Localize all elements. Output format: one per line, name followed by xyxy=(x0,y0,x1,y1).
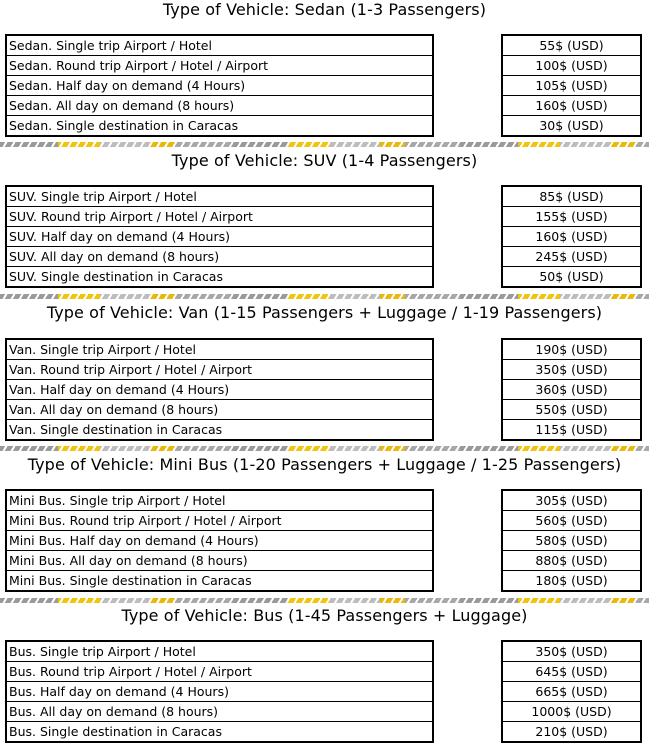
price-cell: 85$ (USD) xyxy=(539,189,604,204)
service-table-sedan xyxy=(5,34,434,137)
price-table-bus xyxy=(501,640,642,743)
service-row: Van. Single destination in Caracas xyxy=(7,419,432,439)
service-table-van xyxy=(5,338,434,441)
section-divider xyxy=(0,598,649,603)
price-cell: 245$ (USD) xyxy=(503,246,640,266)
price-table-sedan xyxy=(501,34,642,137)
price-cell: 155$ (USD) xyxy=(503,206,640,226)
price-cell: 305$ (USD) xyxy=(535,493,608,508)
service-row: Mini Bus. Round trip Airport / Hotel / Airport xyxy=(7,510,432,530)
service-row: Sedan. Half day on demand (4 Hours) xyxy=(7,75,432,95)
price-cell: 350$ (USD) xyxy=(535,644,608,659)
price-cell: 55$ (USD) xyxy=(539,38,604,53)
service-row: Sedan. All day on demand (8 hours) xyxy=(7,95,432,115)
service-row: Mini Bus. All day on demand (8 hours) xyxy=(7,550,432,570)
service-row: Bus. All day on demand (8 hours) xyxy=(7,701,432,721)
price-cell: 105$ (USD) xyxy=(503,75,640,95)
price-cell: 160$ (USD) xyxy=(503,226,640,246)
service-table-suv xyxy=(5,185,434,288)
service-table-bus xyxy=(5,640,434,743)
service-row: Sedan. Round trip Airport / Hotel / Airport xyxy=(7,55,432,75)
service-row: SUV. All day on demand (8 hours) xyxy=(7,246,432,266)
section-title-van: Type of Vehicle: Van (1-15 Passengers + Luggage / 1-19 Passengers) xyxy=(46,303,603,322)
price-cell: 180$ (USD) xyxy=(503,570,640,590)
section-title-mini-bus: Type of Vehicle: Mini Bus (1-20 Passengers + Luggage / 1-25 Passengers) xyxy=(27,455,622,474)
price-cell: 360$ (USD) xyxy=(503,379,640,399)
price-cell: 560$ (USD) xyxy=(503,510,640,530)
section-title-suv: Type of Vehicle: SUV (1-4 Passengers) xyxy=(171,151,478,170)
service-row: Van. Single trip Airport / Hotel xyxy=(9,342,196,357)
price-cell: 665$ (USD) xyxy=(503,681,640,701)
price-cell: 190$ (USD) xyxy=(535,342,608,357)
price-cell: 645$ (USD) xyxy=(503,661,640,681)
price-cell: 550$ (USD) xyxy=(503,399,640,419)
service-row: Van. Half day on demand (4 Hours) xyxy=(7,379,432,399)
price-cell: 160$ (USD) xyxy=(503,95,640,115)
service-row: Mini Bus. Half day on demand (4 Hours) xyxy=(7,530,432,550)
service-row: SUV. Single trip Airport / Hotel xyxy=(9,189,197,204)
price-cell: 580$ (USD) xyxy=(503,530,640,550)
price-table-van xyxy=(501,338,642,441)
service-row: Van. All day on demand (8 hours) xyxy=(7,399,432,419)
section-divider xyxy=(0,142,649,147)
price-cell: 880$ (USD) xyxy=(503,550,640,570)
section-divider xyxy=(0,446,649,451)
service-row: SUV. Half day on demand (4 Hours) xyxy=(7,226,432,246)
price-cell: 115$ (USD) xyxy=(503,419,640,439)
service-row: Mini Bus. Single destination in Caracas xyxy=(7,570,432,590)
service-row: Bus. Single trip Airport / Hotel xyxy=(9,644,196,659)
price-cell: 100$ (USD) xyxy=(503,55,640,75)
service-row: Sedan. Single trip Airport / Hotel xyxy=(9,38,212,53)
price-cell: 1000$ (USD) xyxy=(503,701,640,721)
section-divider xyxy=(0,294,649,299)
price-cell: 210$ (USD) xyxy=(503,721,640,741)
price-cell: 50$ (USD) xyxy=(503,266,640,286)
section-title-sedan: Type of Vehicle: Sedan (1-3 Passengers) xyxy=(162,0,487,19)
service-row: Bus. Round trip Airport / Hotel / Airport xyxy=(7,661,432,681)
price-table-mini-bus xyxy=(501,489,642,592)
service-row: Van. Round trip Airport / Hotel / Airport xyxy=(7,359,432,379)
service-row: Sedan. Single destination in Caracas xyxy=(7,115,432,135)
price-table-suv xyxy=(501,185,642,288)
service-row: SUV. Single destination in Caracas xyxy=(7,266,432,286)
service-row: Bus. Single destination in Caracas xyxy=(7,721,432,741)
price-cell: 30$ (USD) xyxy=(503,115,640,135)
price-cell: 350$ (USD) xyxy=(503,359,640,379)
service-row: Bus. Half day on demand (4 Hours) xyxy=(7,681,432,701)
service-row: Mini Bus. Single trip Airport / Hotel xyxy=(9,493,226,508)
service-row: SUV. Round trip Airport / Hotel / Airport xyxy=(7,206,432,226)
service-table-mini-bus xyxy=(5,489,434,592)
section-title-bus: Type of Vehicle: Bus (1-45 Passengers + Luggage) xyxy=(121,606,528,625)
